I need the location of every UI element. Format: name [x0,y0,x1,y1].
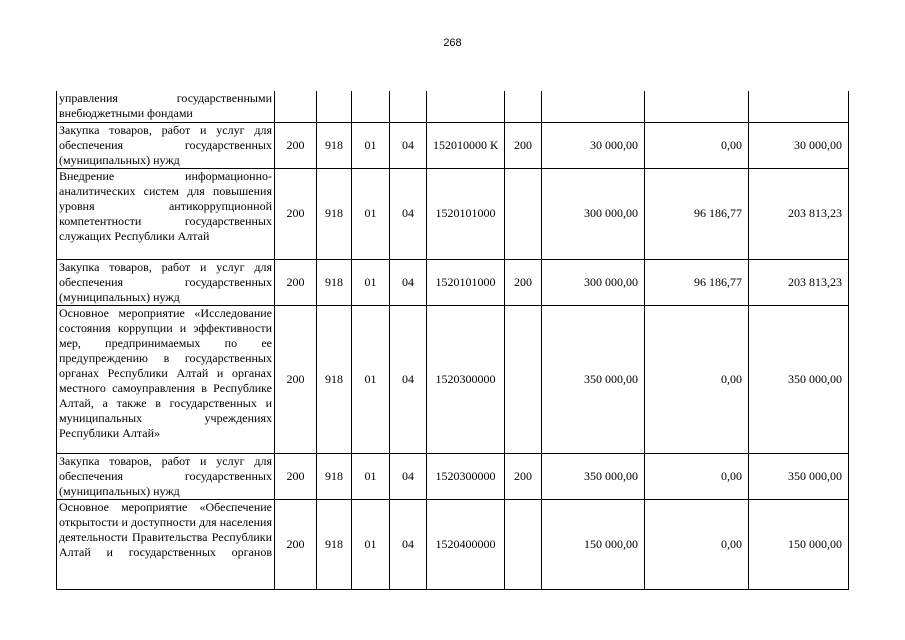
cell-vr [505,499,542,589]
table-row [57,122,849,168]
cell-executed: 0,00 [645,122,749,168]
cell-csr: 1520300000 [427,305,505,453]
cell-rz: 01 [352,168,390,259]
cell-csr [427,91,505,122]
cell-executed [645,91,749,122]
cell-ved [317,91,352,122]
cell-csr: 1520101000 [427,259,505,305]
cell-ved: 918 [317,259,352,305]
cell-ved: 918 [317,453,352,499]
page-number: 268 [443,37,462,49]
cell-rz: 01 [352,122,390,168]
cell-rz: 01 [352,259,390,305]
cell-ved: 918 [317,305,352,453]
cell-plan: 350 000,00 [542,453,645,499]
cell-pr: 04 [390,499,427,589]
cell-plan: 350 000,00 [542,305,645,453]
row-description: Основное мероприятие «Исследование состояния коррупции и эффективности мер, предпринимаемых по ее предупреждению в государственных органах Республики Алтай и органах местного самоуправления в Республике Алтай, а также в государственных и муниципальных учреждениях Республики Алтай» [57,305,275,453]
cell-vr: 200 [505,259,542,305]
budget-table [56,91,849,590]
cell-rz: 01 [352,453,390,499]
table-row [57,168,849,259]
cell-plan: 150 000,00 [542,499,645,589]
cell-remainder: 350 000,00 [749,305,849,453]
cell-gr: 200 [275,122,317,168]
cell-executed: 0,00 [645,453,749,499]
cell-remainder: 203 813,23 [749,259,849,305]
cell-vr [505,168,542,259]
row-description: Закупка товаров, работ и услуг для обеспечения государственных (муниципальных) нужд [57,259,275,305]
cell-vr [505,91,542,122]
table-row [57,305,849,453]
cell-pr [390,91,427,122]
cell-gr: 200 [275,168,317,259]
cell-pr: 04 [390,168,427,259]
cell-executed: 0,00 [645,499,749,589]
cell-vr [505,305,542,453]
cell-vr: 200 [505,453,542,499]
cell-pr: 04 [390,305,427,453]
cell-ved: 918 [317,499,352,589]
row-description: Внедрение информационно-аналитических систем для повышения уровня антикоррупционной компетентности государственных служащих Республики Алтай [57,168,275,259]
cell-plan: 300 000,00 [542,259,645,305]
cell-gr: 200 [275,305,317,453]
cell-executed: 96 186,77 [645,168,749,259]
cell-gr: 200 [275,259,317,305]
table-row [57,499,849,589]
cell-plan [542,91,645,122]
cell-csr: 1520101000 [427,168,505,259]
cell-rz [352,91,390,122]
table-row [57,91,849,122]
cell-ved: 918 [317,122,352,168]
row-description: Закупка товаров, работ и услуг для обеспечения государственных (муниципальных) нужд [57,122,275,168]
cell-csr: 1520300000 [427,453,505,499]
cell-remainder: 150 000,00 [749,499,849,589]
cell-csr: 1520400000 [427,499,505,589]
cell-remainder: 203 813,23 [749,168,849,259]
cell-remainder: 30 000,00 [749,122,849,168]
cell-rz: 01 [352,499,390,589]
cell-pr: 04 [390,122,427,168]
cell-gr [275,91,317,122]
cell-pr: 04 [390,259,427,305]
cell-plan: 300 000,00 [542,168,645,259]
cell-remainder: 350 000,00 [749,453,849,499]
cell-pr: 04 [390,453,427,499]
cell-remainder [749,91,849,122]
cell-executed: 0,00 [645,305,749,453]
cell-gr: 200 [275,499,317,589]
row-description: Основное мероприятие «Обеспечение открытости и доступности для населения деятельности Правительства Республики Алтай и государственных органов [57,499,275,589]
table-row [57,453,849,499]
cell-vr: 200 [505,122,542,168]
cell-csr: 152010000 К [427,122,505,168]
row-description: управления государственными внебюджетными фондами [57,91,275,122]
cell-rz: 01 [352,305,390,453]
cell-gr: 200 [275,453,317,499]
cell-plan: 30 000,00 [542,122,645,168]
cell-ved: 918 [317,168,352,259]
row-description: Закупка товаров, работ и услуг для обеспечения государственных (муниципальных) нужд [57,453,275,499]
cell-executed: 96 186,77 [645,259,749,305]
table-row [57,259,849,305]
